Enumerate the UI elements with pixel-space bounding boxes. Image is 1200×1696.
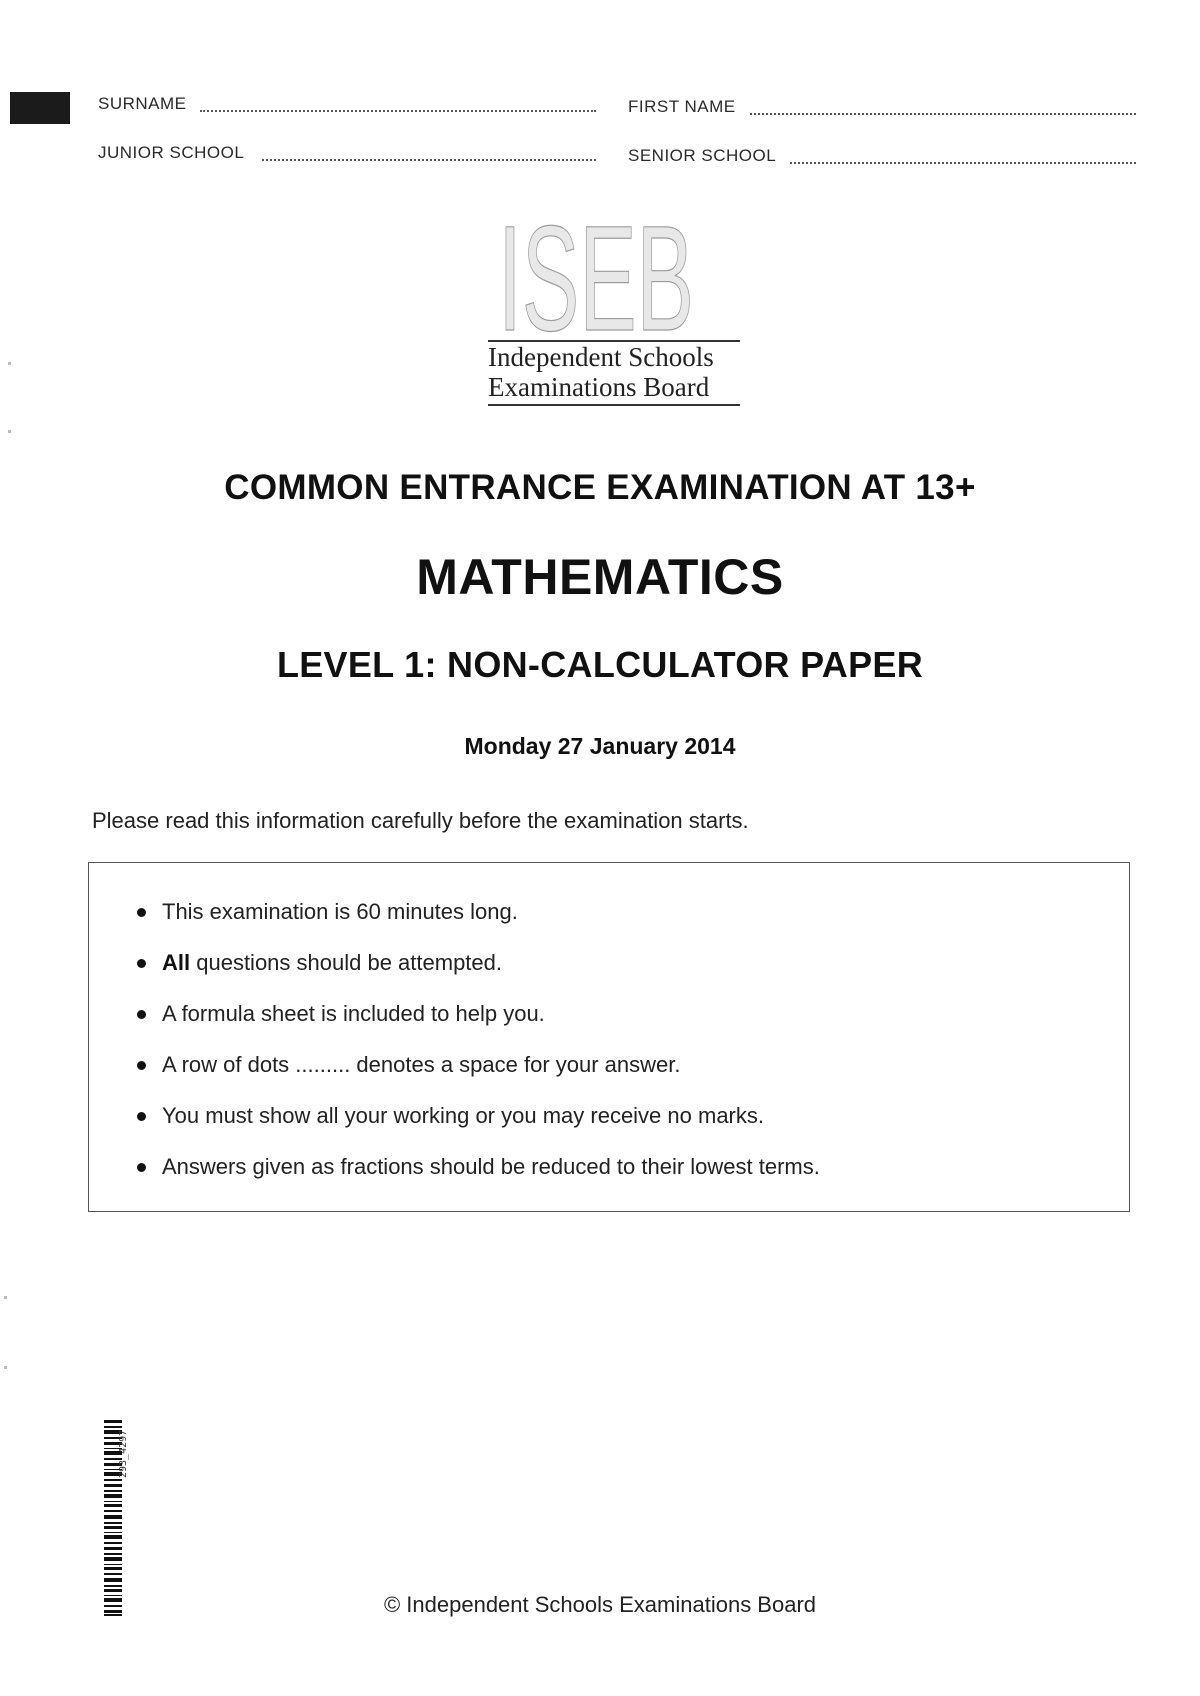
bullet-icon xyxy=(137,908,146,917)
scan-speck xyxy=(8,430,11,433)
surname-label: SURNAME xyxy=(98,94,187,113)
senior-school-field[interactable] xyxy=(790,162,1136,164)
senior-school-label: SENIOR SCHOOL xyxy=(628,146,777,165)
list-item: All questions should be attempted. xyxy=(137,950,820,1001)
surname-field[interactable] xyxy=(200,110,596,112)
scan-speck xyxy=(4,1366,7,1369)
iseb-logo-mark xyxy=(498,218,698,336)
instructions-intro: Please read this information carefully before the examination starts. xyxy=(92,808,749,833)
scan-speck xyxy=(8,362,11,365)
list-item: A formula sheet is included to help you. xyxy=(137,1001,820,1052)
instructions-list xyxy=(137,899,820,1205)
list-item: A row of dots ......... denotes a space for your answer. xyxy=(137,1052,820,1103)
logo-rule-bottom xyxy=(488,404,740,406)
iseb-logo xyxy=(480,218,750,406)
board-name-line1: Independent Schools xyxy=(488,342,714,372)
junior-school-label: JUNIOR SCHOOL xyxy=(98,143,245,162)
list-item: You must show all your working or you may receive no marks. xyxy=(137,1103,820,1154)
level-title: LEVEL 1: NON-CALCULATOR PAPER xyxy=(276,644,924,685)
subject-title: MATHEMATICS xyxy=(416,549,784,605)
exam-title: COMMON ENTRANCE EXAMINATION AT 13+ xyxy=(224,468,976,507)
copyright: © Independent Schools Examinations Board xyxy=(383,1592,817,1617)
exam-date: Monday 27 January 2014 xyxy=(464,733,736,759)
bullet-icon xyxy=(137,1061,146,1070)
bullet-icon xyxy=(137,1163,146,1172)
barcode-number: 293_4297 xyxy=(118,1429,129,1478)
first-name-field[interactable] xyxy=(750,113,1136,115)
bullet-icon xyxy=(137,1010,146,1019)
first-name-label: FIRST NAME xyxy=(628,97,736,116)
bullet-icon xyxy=(137,1112,146,1121)
bullet-icon xyxy=(137,959,146,968)
list-item: Answers given as fractions should be reduced to their lowest terms. xyxy=(137,1154,820,1205)
logo-letters: ISEB xyxy=(498,218,694,336)
junior-school-field[interactable] xyxy=(262,159,596,161)
list-item: This examination is 60 minutes long. xyxy=(137,899,820,950)
instructions-box xyxy=(88,862,1130,1212)
board-name-line2: Examinations Board xyxy=(488,372,710,402)
registration-mark xyxy=(10,92,70,124)
scan-speck xyxy=(4,1296,7,1299)
